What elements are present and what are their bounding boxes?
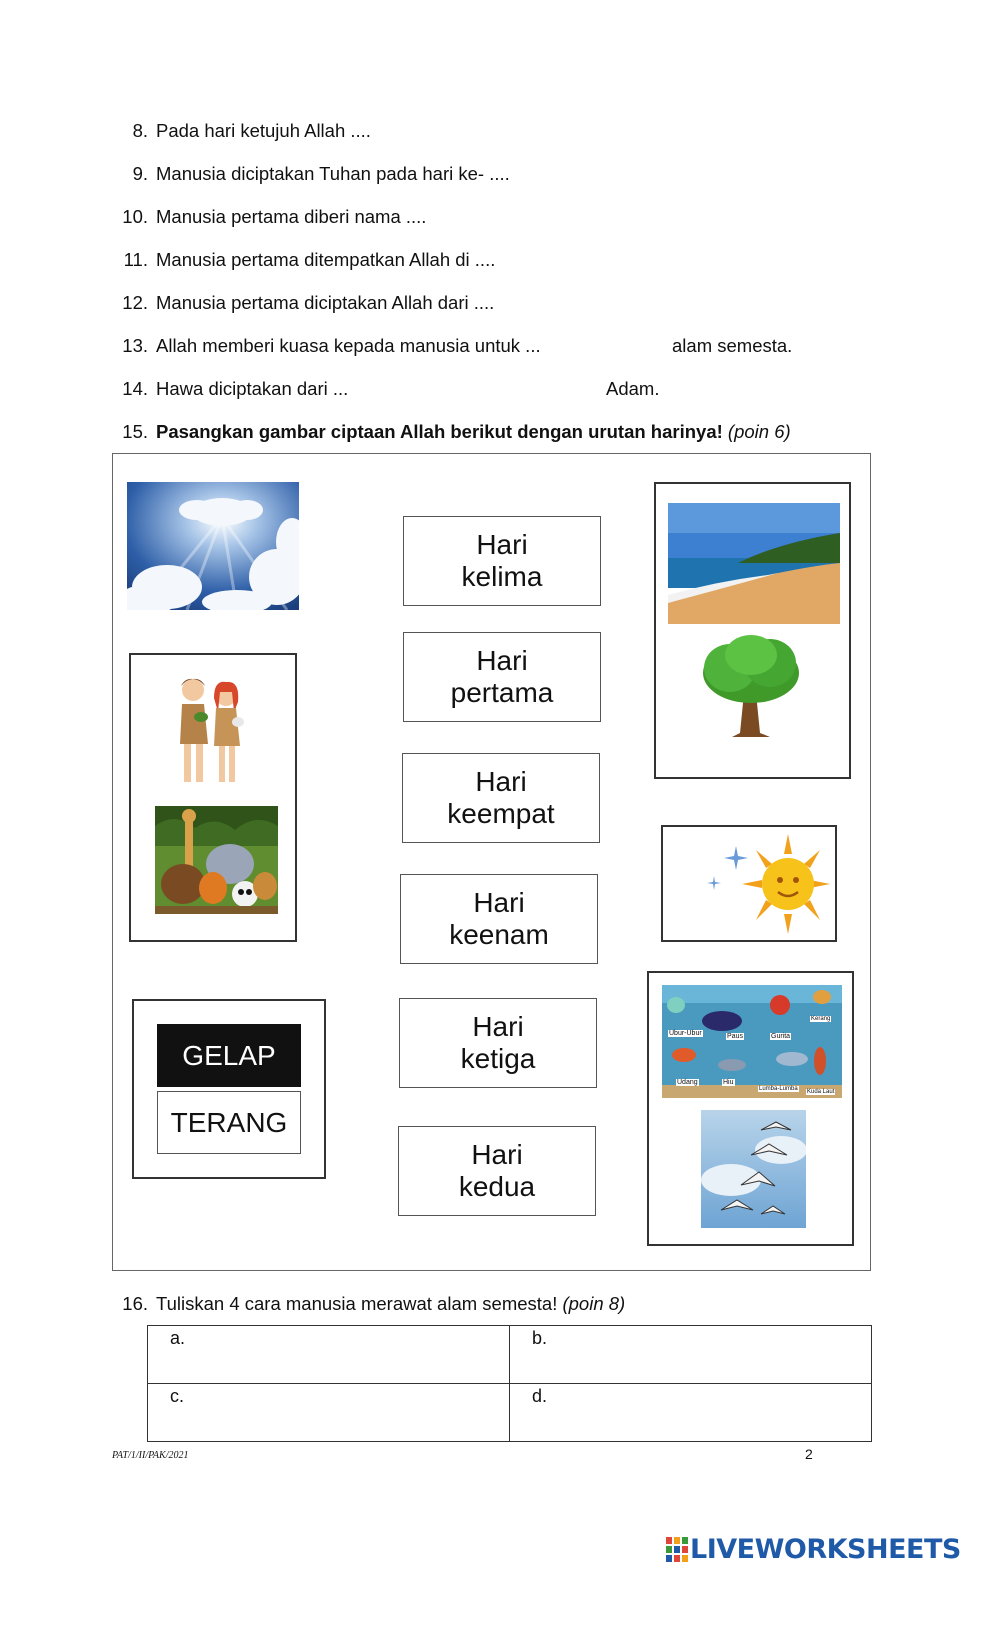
sea-label-kerang: Kerang: [811, 1016, 831, 1022]
sea-label-udang: Udang: [677, 1079, 698, 1086]
terang-box: TERANG: [157, 1091, 301, 1154]
question-12: 12. Manusia pertama diciptakan Allah dari ....: [122, 292, 495, 313]
question-14: 14. Hawa diciptakan dari ...: [122, 378, 349, 399]
hari-pertama-box[interactable]: Hari pertama: [403, 632, 601, 722]
hari-keenam-box[interactable]: Hari keenam: [400, 874, 598, 964]
question-11: 11. Manusia pertama ditempatkan Allah di ....: [123, 249, 496, 270]
sun-moon-image: [670, 832, 830, 936]
hari-ketiga-box[interactable]: Hari ketiga: [399, 998, 597, 1088]
footer-code: PAT/1/II/PAK/2021: [112, 1450, 189, 1461]
question-13-suffix: alam semesta.: [672, 335, 793, 356]
hari-keempat-box[interactable]: Hari keempat: [402, 753, 600, 843]
question-15: 15. Pasangkan gambar ciptaan Allah berikut dengan urutan harinya! (poin 6): [122, 421, 791, 442]
sea-animals-image: [662, 985, 842, 1098]
sea-label-lumba: Lumba-Lumba: [759, 1086, 798, 1092]
beach-image: [668, 503, 840, 624]
sea-label-kuda-laut: Kuda Laut: [807, 1089, 835, 1095]
gelap-box: GELAP: [157, 1024, 301, 1087]
question-9: 9. Manusia diciptakan Tuhan pada hari ke- ....: [132, 163, 510, 184]
answer-cell-b[interactable]: b.: [510, 1326, 872, 1384]
question-10: 10. Manusia pertama diberi nama ....: [122, 206, 427, 227]
liveworksheets-logo: [666, 1534, 961, 1565]
brand-text: LIVEWORKSHEETS: [690, 1534, 961, 1565]
question-8: 8. Pada hari ketujuh Allah ....: [132, 120, 371, 141]
tree-image: [700, 633, 802, 739]
sea-label-gurita: Gurita: [771, 1033, 791, 1040]
animals-image: [155, 806, 278, 914]
sea-label-ubur: Ubur-Ubur: [669, 1030, 702, 1037]
answer-cell-d[interactable]: d.: [510, 1384, 872, 1442]
page-number: 2: [805, 1446, 813, 1462]
answer-cell-a[interactable]: a.: [148, 1326, 510, 1384]
answer-table: [147, 1325, 872, 1442]
liveworksheets-icon: [666, 1537, 688, 1563]
birds-image: [701, 1110, 806, 1228]
answer-cell-c[interactable]: c.: [148, 1384, 510, 1442]
adam-eve-image: [168, 672, 252, 792]
question-13: 13. Allah memberi kuasa kepada manusia untuk ...: [122, 335, 541, 356]
sea-label-paus: Paus: [727, 1033, 743, 1040]
sea-label-hiu: Hiu: [723, 1079, 734, 1086]
hari-kelima-box[interactable]: Hari kelima: [403, 516, 601, 606]
hari-kedua-box[interactable]: Hari kedua: [398, 1126, 596, 1216]
sky-light-image[interactable]: [127, 482, 299, 610]
question-14-suffix: Adam.: [606, 378, 660, 399]
question-16: 16. Tuliskan 4 cara manusia merawat alam semesta! (poin 8): [122, 1293, 626, 1314]
